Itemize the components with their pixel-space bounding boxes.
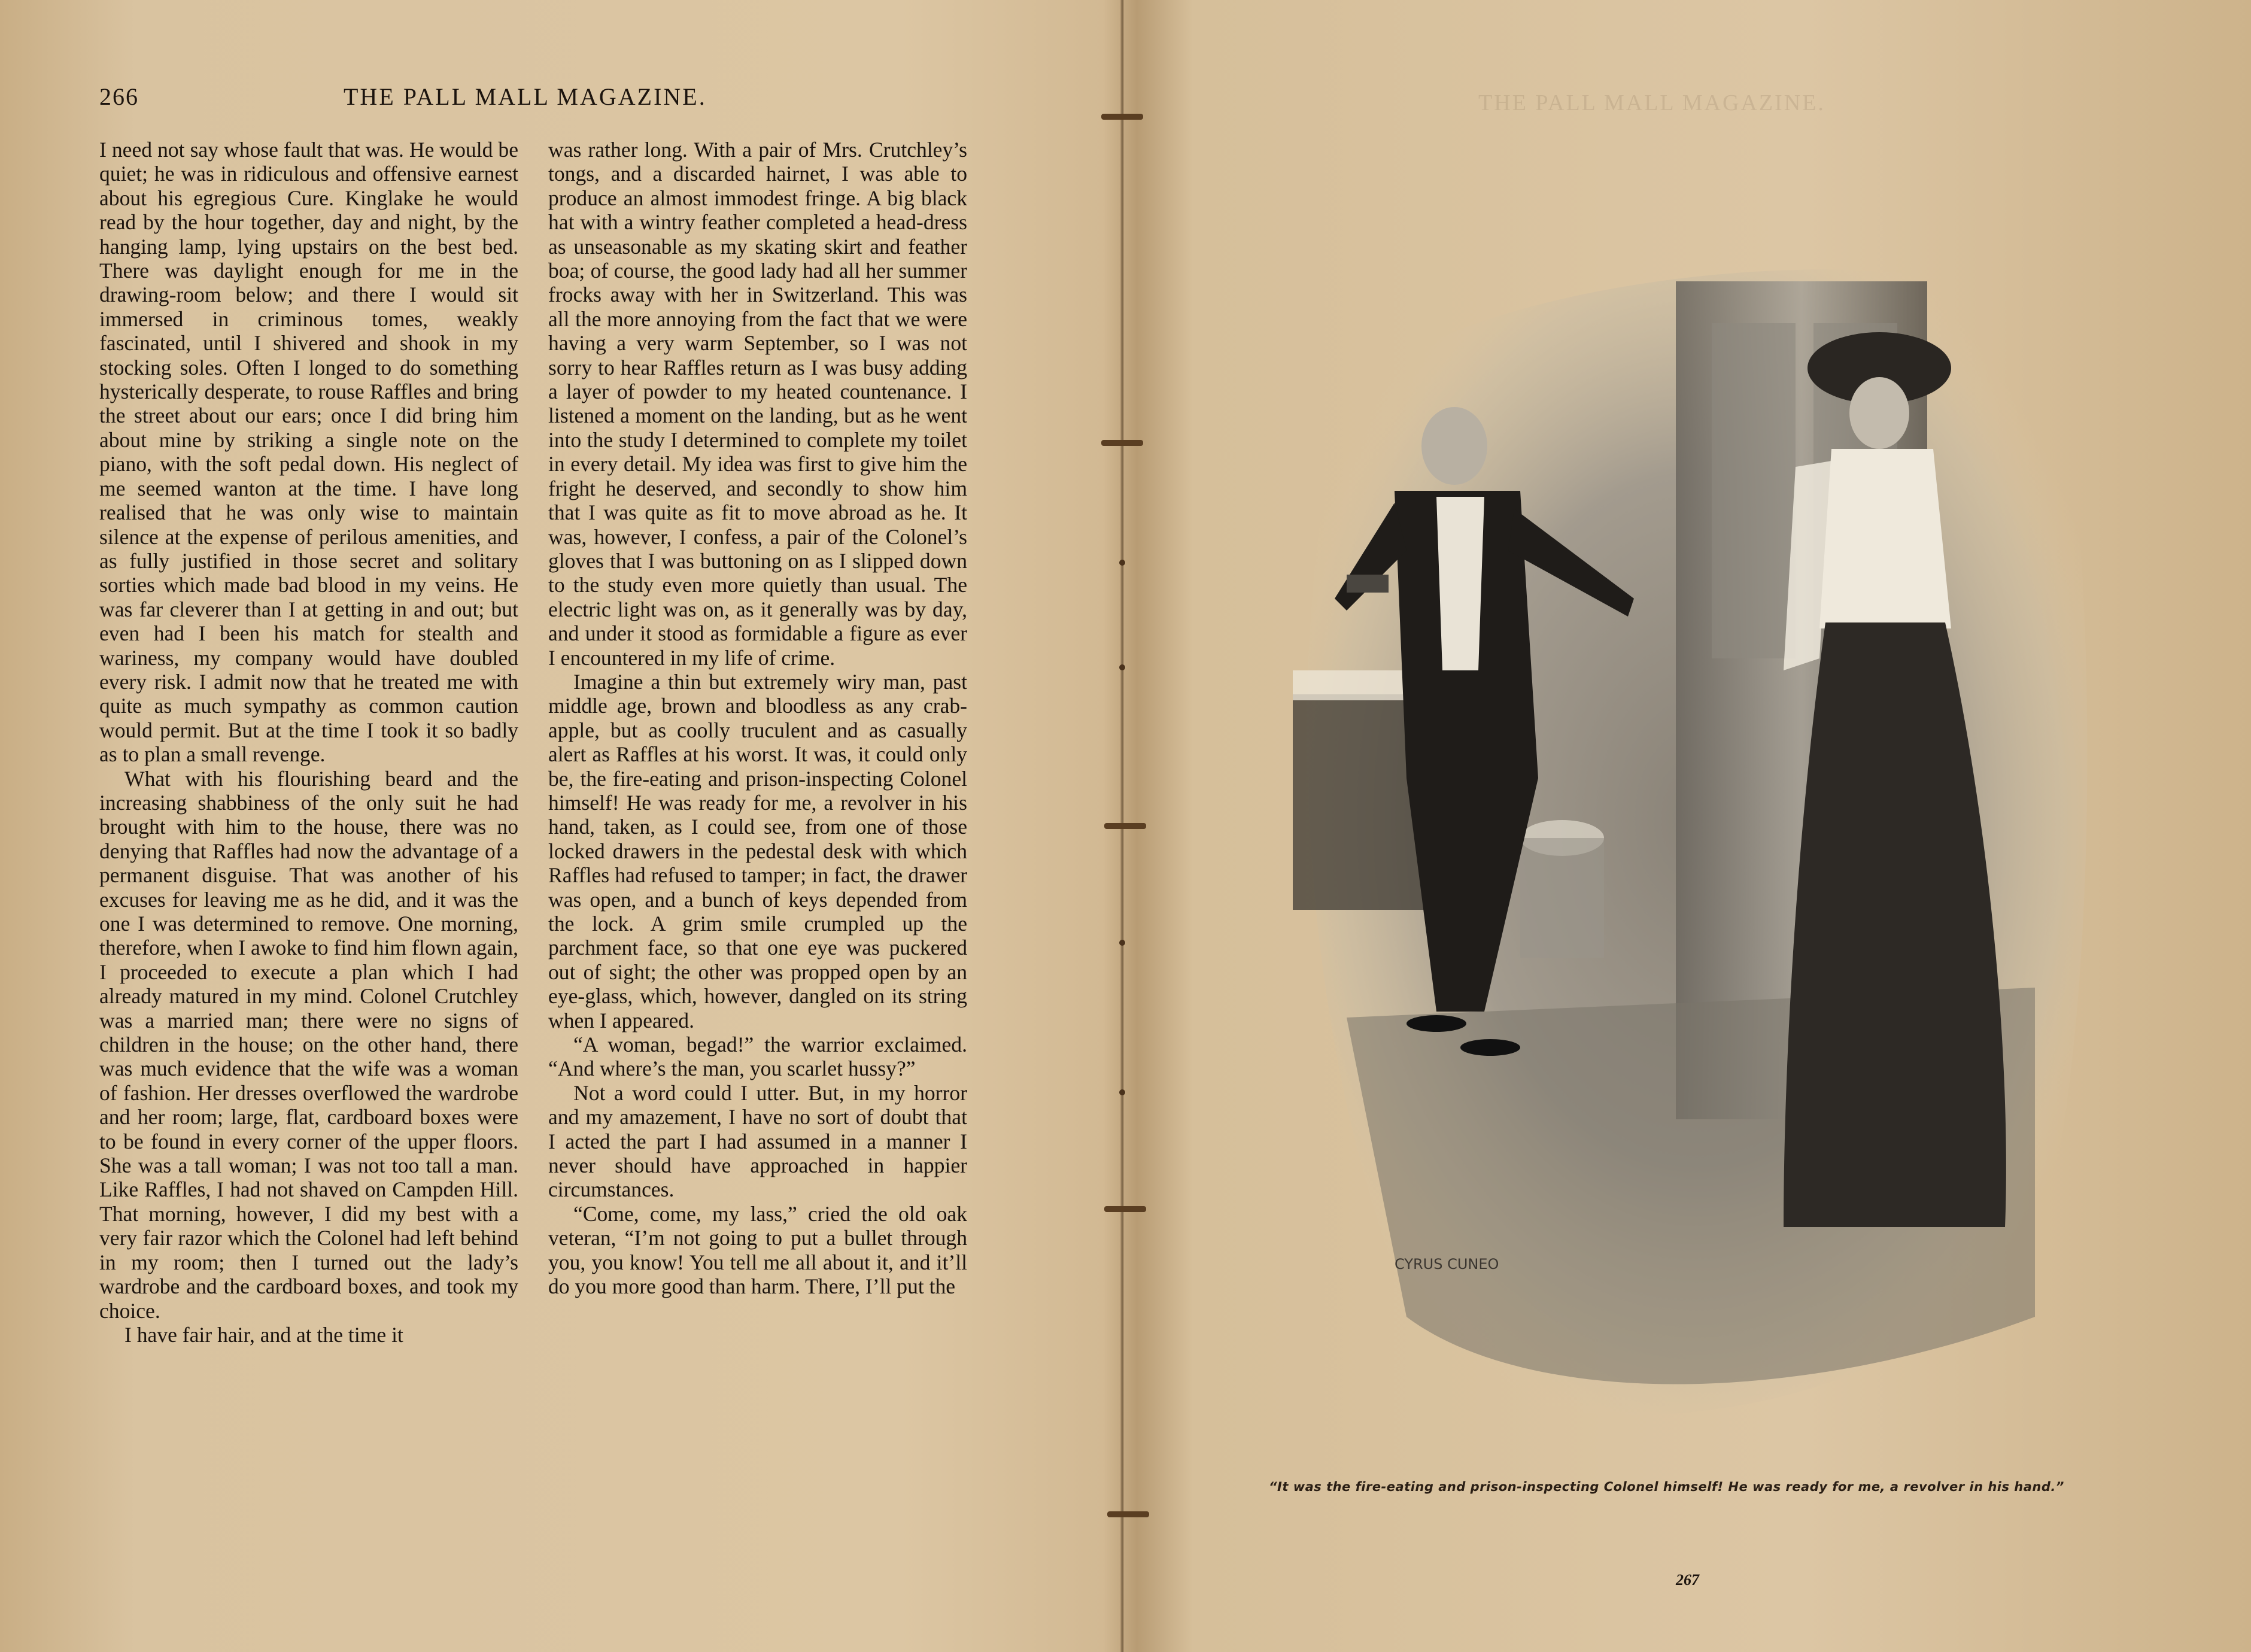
paragraph: “A woman, begad!” the warrior exclaimed. “And where’s the man, you scarlet hussy?” — [548, 1032, 967, 1081]
paragraph: I have fair hair, and at the time it — [124, 1322, 403, 1347]
paragraph: What with his flourishing beard and the increasing shabbiness of the only suit he had brought with him to the house, there was no denying that Raffles had now the advantage of a permanent disguise. That was another of his excuses for leaving me as he did, and it was the one I was determined to remove. One morning, therefore, when I awoke to find him flown again, I proceeded to execute a plan which I had already matured in my mind. Colonel Crutchley was a married man; there were no signs of children in the house; on the other hand, there was much evidence that the wife was a woman of fashion. Her dresses overflowed the wardrobe and her room; large, flat, cardboard boxes were to be found in every corner of the upper floors. She was a tall woman; I was not too tall a man. Like Raffles, I had not shaved on Campden Hill. That morning, however, I did my best with a very fair razor which the Colonel had left behind in my room; then I turned out the lady’s wardrobe and the cardboard boxes, and took my choice. — [99, 766, 518, 1323]
text-column-2 — [548, 138, 967, 1586]
binding-hole — [1119, 664, 1125, 670]
page-number-right: 267 — [1676, 1571, 1699, 1589]
story-illustration — [1257, 239, 2095, 1448]
page-number-left: 266 — [99, 83, 139, 110]
left-page — [0, 0, 1119, 1652]
binding-hole — [1119, 1089, 1125, 1095]
artist-signature: CYRUS CUNEO — [1395, 1256, 1499, 1273]
binding-hole — [1119, 940, 1125, 946]
paragraph: Imagine a thin but extremely wiry man, past middle age, brown and bloodless as any crab-apple, but as coolly truculent and as casually alert as Raffles at his worst. It was, it could only be, the fire-eating and prison-inspecting Colonel himself! He was ready for me, a revolver in his hand, taken, as I could see, from one of those locked drawers in the pedestal desk with which Raffles had refused to tamper; in fact, the drawer was open, and a bunch of keys depended from the lock. A grim smile crumpled up the parchment face, so that one eye was puckered out of sight; the other was propped open by an eye-glass, which, however, dangled on its string when I appeared. — [548, 669, 967, 1032]
illustration-drawing — [1257, 239, 2095, 1448]
paragraph: Not a word could I utter. But, in my horror and my amazement, I have no sort of doubt that I acted the part I had assumed in a manner I never should have approached in happier circumstances. — [548, 1080, 967, 1202]
paragraph: “Come, come, my lass,” cried the old oak veteran, “I’m not going to put a bullet through you, you know! You tell me all about it, and it’ll do you more good than harm. There, I’ll put the — [548, 1201, 967, 1299]
bleed-through-heading: THE PALL MALL MAGAZINE. — [1478, 90, 1825, 116]
paragraph: I need not say whose fault that was. He would be quiet; he was in ridiculous and offensive earnest about his egregious Cure. Kinglake he would read by the hour together, day and night, by the hanging lamp, lying upstairs on the best bed. There was daylight enough for me in the drawing-room below; and there I would sit immersed in criminous tomes, weakly fascinated, until I shivered and shook in my stocking soles. Often I longed to do something hysterically desperate, to rouse Raffles and bring the street about our ears; once I did bring him about mine by striking a single note on the piano, with the soft pedal down. His neglect of me seemed wanton at the time. I have long realised that he was only wise to maintain silence at the expense of perilous amenities, and as fully justified in those secret and solitary sorties which made bad blood in my veins. He was far cleverer than I at getting in and out; but even had I been his match for stealth and wariness, my company would have doubled every risk. I admit now that he treated me with quite as much sympathy as common caution would permit. But at the time I took it so badly as to plan a small revenge. — [99, 138, 518, 767]
illustration-caption: “It was the fire-eating and prison-inspecting Colonel himself! He was ready for me, a revolver in his hand.” — [1269, 1480, 2064, 1494]
text-column-1 — [99, 138, 518, 1586]
running-head — [99, 83, 973, 119]
binding-hole — [1119, 560, 1125, 566]
magazine-title: THE PALL MALL MAGAZINE. — [344, 83, 707, 110]
paragraph: was rather long. With a pair of Mrs. Crutchley’s tongs, and a discarded hairnet, I was able to produce an almost immodest fringe. A big black hat with a wintry feather completed a head-dress as unseasonable as my skating skirt and feather boa; of course, the good lady had all her summer frocks away with her in Switzerland. This was all the more annoying from the fact that we were having a very warm September, so I was not sorry to hear Raffles return as I was busy adding a layer of powder to my heated countenance. I listened a moment on the landing, but as he went into the study I determined to complete my toilet in every detail. My idea was first to give him the fright he deserved, and secondly to show him that I was quite as fit to move abroad as he. It was, however, I confess, a pair of the Colonel’s gloves that I was buttoning on as I slipped down to the study even more quietly than usual. The electric light was on, as it generally was by day, and under it stood as formidable a figure as ever I encountered in my life of crime. — [548, 138, 967, 670]
